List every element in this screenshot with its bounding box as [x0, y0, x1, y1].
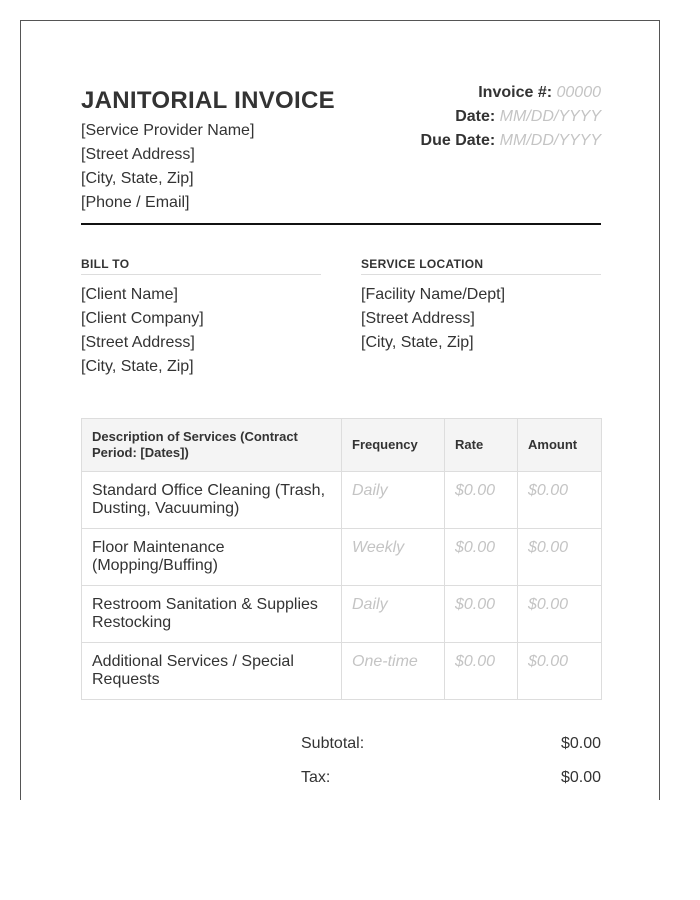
facility-name: [Facility Name/Dept] — [361, 286, 506, 303]
header-rate: Rate — [445, 419, 518, 472]
service-rate: $0.00 — [445, 643, 518, 700]
subtotal-label: Subtotal: — [301, 735, 365, 752]
service-location-block — [361, 257, 601, 355]
provider-name: [Service Provider Name] — [81, 122, 255, 139]
table-row — [82, 472, 602, 529]
service-amount: $0.00 — [518, 529, 602, 586]
service-amount: $0.00 — [518, 643, 602, 700]
service-frequency: One-time — [342, 643, 445, 700]
services-table — [81, 418, 602, 700]
service-frequency: Weekly — [342, 529, 445, 586]
invoice-date-row — [421, 105, 601, 129]
subtotal-row — [301, 735, 601, 769]
header-description: Description of Services (Contract Period: [Dates]) — [82, 419, 342, 472]
service-frequency: Daily — [342, 586, 445, 643]
provider-contact: [Phone / Email] — [81, 194, 190, 211]
table-header-row — [82, 419, 602, 472]
bill-to-heading: BILL TO — [81, 257, 321, 275]
provider-city: [City, State, Zip] — [81, 170, 194, 187]
client-name: [Client Name] — [81, 286, 178, 303]
facility-city: [City, State, Zip] — [361, 334, 474, 351]
client-city: [City, State, Zip] — [81, 358, 194, 375]
service-frequency: Daily — [342, 472, 445, 529]
tax-row — [301, 769, 601, 803]
header-frequency: Frequency — [342, 419, 445, 472]
service-description: Additional Services / Special Requests — [82, 643, 342, 700]
tax-label: Tax: — [301, 769, 331, 786]
invoice-number-value: 00000 — [556, 84, 601, 101]
bill-to-block — [81, 257, 321, 379]
table-row — [82, 529, 602, 586]
client-street: [Street Address] — [81, 334, 195, 351]
totals-block — [301, 735, 601, 803]
client-company: [Client Company] — [81, 310, 204, 327]
facility-street: [Street Address] — [361, 310, 475, 327]
invoice-number-label: Invoice #: — [478, 84, 553, 101]
service-description: Floor Maintenance (Mopping/Buffing) — [82, 529, 342, 586]
service-location-heading: SERVICE LOCATION — [361, 257, 601, 275]
header-amount: Amount — [518, 419, 602, 472]
provider-street: [Street Address] — [81, 146, 195, 163]
invoice-title: JANITORIAL INVOICE — [81, 87, 335, 114]
service-description: Standard Office Cleaning (Trash, Dusting, Vacuuming) — [82, 472, 342, 529]
service-rate: $0.00 — [445, 586, 518, 643]
table-row — [82, 643, 602, 700]
service-amount: $0.00 — [518, 586, 602, 643]
invoice-date-label: Date: — [455, 108, 496, 125]
invoice-date-value: MM/DD/YYYY — [499, 108, 601, 125]
due-date-label: Due Date: — [420, 132, 496, 149]
due-date-value: MM/DD/YYYY — [499, 132, 601, 149]
provider-block — [81, 119, 254, 215]
tax-value: $0.00 — [560, 769, 601, 786]
subtotal-value: $0.00 — [560, 735, 601, 752]
service-amount: $0.00 — [518, 472, 602, 529]
header-divider — [81, 223, 601, 225]
invoice-header — [81, 81, 601, 224]
due-date-row — [421, 129, 601, 153]
invoice-page — [20, 20, 660, 800]
service-description: Restroom Sanitation & Supplies Restocking — [82, 586, 342, 643]
invoice-number-row — [421, 81, 601, 105]
table-row — [82, 586, 602, 643]
service-rate: $0.00 — [445, 529, 518, 586]
service-rate: $0.00 — [445, 472, 518, 529]
invoice-meta — [421, 81, 601, 153]
